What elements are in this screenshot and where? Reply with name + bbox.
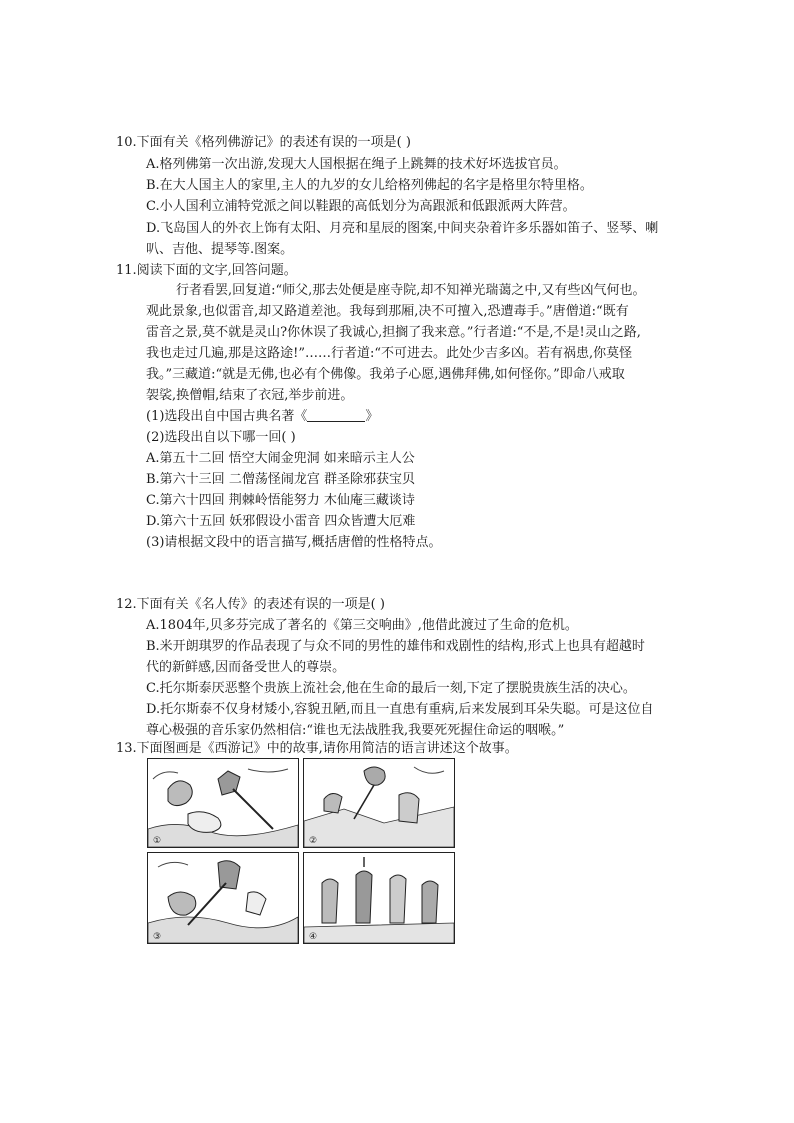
q12-stem: 12.下面有关《名人传》的表述有误的一项是( ): [116, 597, 385, 612]
q10-option-b: B.在大人国主人的家里,主人的九岁的女儿给格列佛起的名字是格里尔特里格。: [146, 178, 593, 193]
comic-panel-4-illustration: [304, 853, 454, 943]
q11-sub3: (3)请根据文段中的语言描写,概括唐僧的性格特点。: [146, 535, 442, 550]
q11-sub2: (2)选段出自以下哪一回( ): [146, 430, 296, 445]
comic-panel-4-mark: ④: [309, 932, 318, 942]
q11-sub1-prefix: (1)选段出自中国古典名著《: [146, 409, 308, 424]
q12-option-a: A.1804年,贝多芬完成了著名的《第三交响曲》,他借此渡过了生命的危机。: [146, 618, 578, 633]
q10-option-d: D.飞岛国人的外衣上饰有太阳、月亮和星辰的图案,中间夹杂着许多乐器如笛子、竖琴、喇: [146, 221, 659, 236]
q11-option-a: A.第五十二回 悟空大闹金兜洞 如来暗示主人公: [146, 451, 415, 466]
comic-panel-1-illustration: [148, 759, 298, 847]
comic-panel-3-illustration: [148, 853, 298, 943]
q11-option-c: C.第六十四回 荆棘岭悟能努力 木仙庵三藏谈诗: [146, 493, 415, 508]
comic-panel-1: [147, 758, 299, 848]
q12-option-c: C.托尔斯泰厌恶整个贵族上流社会,他在生命的最后一刻,下定了摆脱贵族生活的决心。: [146, 681, 636, 696]
q11-sub1-answer-blank[interactable]: [307, 409, 365, 422]
q11-passage-line: 袈裟,换僧帽,结束了衣冠,举步前进。: [146, 388, 354, 403]
comic-panel-2-illustration: [304, 759, 454, 847]
q10-option-c: C.小人国利立浦特党派之间以鞋跟的高低划分为高跟派和低跟派两大阵营。: [146, 199, 576, 214]
comic-panel-3-mark: ③: [153, 932, 162, 942]
q11-passage-line: 观此景象,也似雷音,却又路道差池。我每到那厢,决不可擅入,恐遭毒手。”唐僧道:“既有: [146, 304, 629, 319]
q10-option-d-cont: 叭、吉他、提琴等.图案。: [146, 242, 294, 257]
q12-option-b-cont: 代的新鲜感,因而备受世人的尊崇。: [146, 660, 346, 675]
q11-passage-line: 我。”三藏道:“就是无佛,也必有个佛像。我弟子心愿,遇佛拜佛,如何怪你。”即命八戒取: [146, 367, 625, 382]
q11-passage-line: 行者看罢,回复道:“师父,那去处便是座寺院,却不知禅光瑞蔼之中,又有些凶气何也。: [176, 283, 646, 298]
comic-panel-2: [303, 758, 455, 848]
q11-sub1-suffix: 》: [365, 409, 379, 424]
q11-option-d: D.第六十五回 妖邪假设小雷音 四众皆遭大厄难: [146, 514, 416, 529]
q12-option-d-cont: 尊心极强的音乐家仍然相信:“谁也无法战胜我,我要死死握住命运的咽喉。”: [146, 723, 565, 738]
comic-strip: [147, 758, 455, 944]
comic-panel-4: [303, 852, 455, 944]
q11-sub1: [146, 408, 378, 426]
q11-stem: 11.阅读下面的文字,回答问题。: [116, 263, 297, 278]
comic-panel-2-mark: ②: [309, 836, 318, 846]
comic-panel-1-mark: ①: [153, 836, 162, 846]
q13-stem: 13.下面图画是《西游记》中的故事,请你用简洁的语言讲述这个故事。: [116, 741, 518, 756]
q11-passage-line: 雷音之景,莫不就是灵山?你休误了我诚心,担搁了我来意。”行者道:“不是,不是!灵山之路,: [146, 325, 641, 340]
q12-option-b: B.米开朗琪罗的作品表现了与众不同的男性的雄伟和戏剧性的结构,形式上也具有超越时: [146, 639, 645, 654]
q12-option-d: D.托尔斯泰不仅身材矮小,容貌丑陋,而且一直患有重病,后来发展到耳朵失聪。可是这位自: [146, 702, 654, 717]
q10-option-a: A.格列佛第一次出游,发现大人国根据在绳子上跳舞的技术好坏选拔官员。: [146, 157, 567, 172]
q11-passage-line: 我也走过几遍,那是这路途!”……行者道:“不可进去。此处少吉多凶。若有祸患,你莫怪: [146, 346, 633, 361]
q10-stem: 10.下面有关《格列佛游记》的表述有误的一项是( ): [116, 135, 411, 150]
q11-option-b: B.第六十三回 二僧荡怪闹龙宫 群圣除邪获宝贝: [146, 472, 415, 487]
comic-panel-3: [147, 852, 299, 944]
